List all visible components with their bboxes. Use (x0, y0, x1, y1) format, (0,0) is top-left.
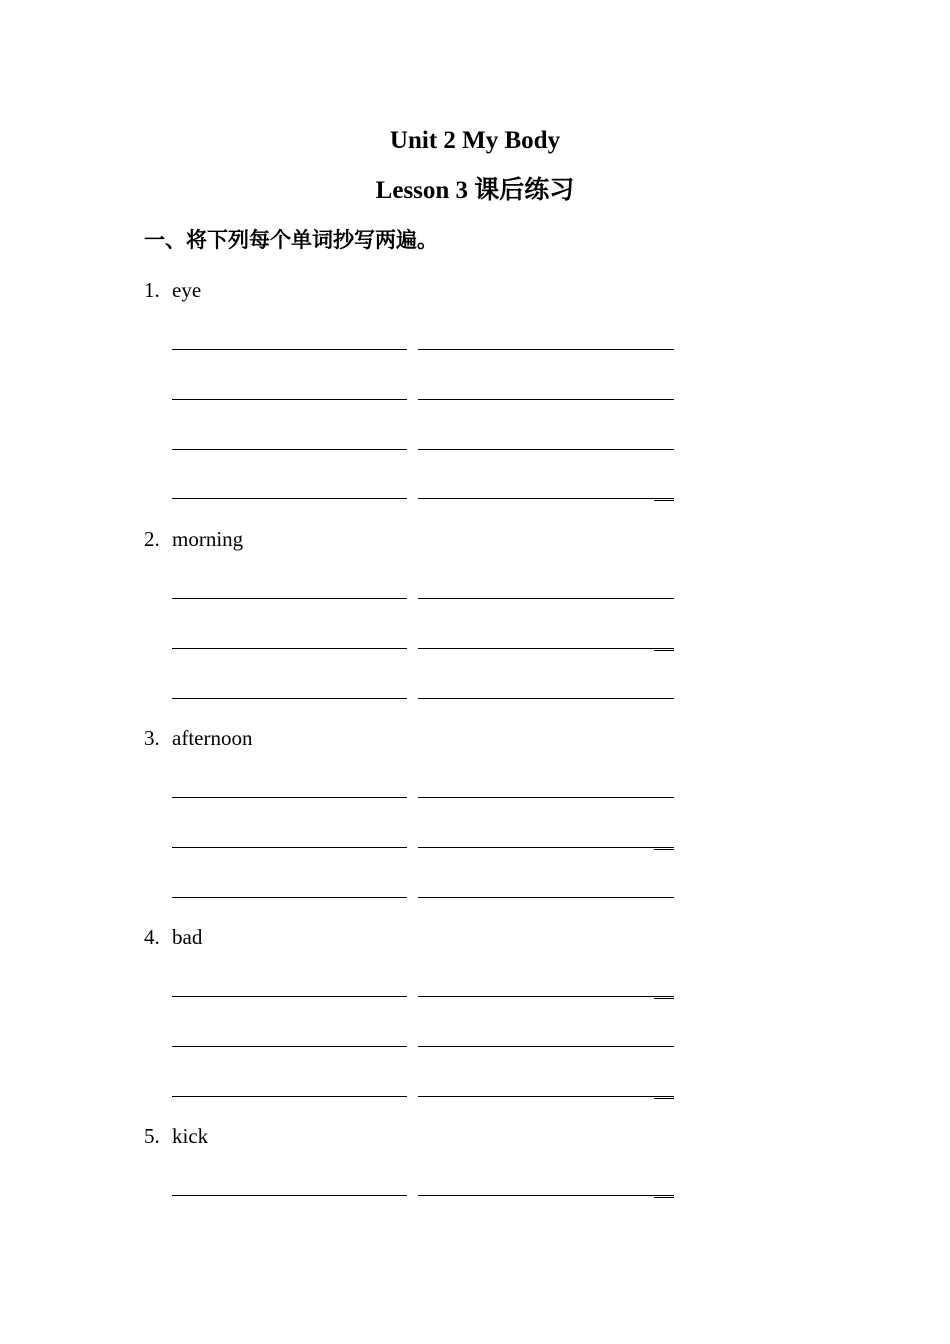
writing-line[interactable] (172, 399, 407, 400)
line-underscore-mark (654, 849, 674, 850)
writing-line[interactable] (418, 349, 674, 350)
line-underscore-mark (654, 1197, 674, 1198)
page-title: Unit 2 My Body (389, 127, 561, 154)
writing-line[interactable] (172, 349, 407, 350)
writing-line[interactable] (418, 399, 674, 400)
writing-line[interactable] (172, 449, 407, 450)
writing-line[interactable] (418, 449, 674, 450)
writing-line[interactable] (172, 1195, 407, 1196)
word-item-3 (144, 724, 252, 752)
writing-line[interactable] (172, 847, 407, 848)
writing-line[interactable] (172, 797, 407, 798)
line-underscore-mark (654, 998, 674, 999)
item-word: eye (172, 278, 202, 302)
writing-line[interactable] (418, 1096, 674, 1097)
writing-line[interactable] (172, 698, 407, 699)
item-number: 4. (144, 925, 160, 949)
line-underscore-mark (654, 1098, 674, 1099)
writing-line[interactable] (172, 897, 407, 898)
line-underscore-mark (654, 650, 674, 651)
writing-line[interactable] (172, 598, 407, 599)
writing-line[interactable] (418, 797, 674, 798)
writing-line[interactable] (418, 1046, 674, 1047)
word-item-1 (144, 276, 201, 304)
item-number: 3. (144, 726, 160, 750)
item-word: kick (172, 1124, 209, 1148)
writing-line[interactable] (418, 1195, 674, 1196)
word-item-5 (144, 1122, 208, 1150)
writing-line[interactable] (418, 847, 674, 848)
writing-line[interactable] (418, 648, 674, 649)
writing-line[interactable] (172, 996, 407, 997)
item-word: afternoon (172, 726, 253, 750)
writing-line[interactable] (172, 1096, 407, 1097)
writing-line[interactable] (418, 598, 674, 599)
item-word: morning (172, 527, 244, 551)
word-item-4 (144, 923, 202, 951)
line-underscore-mark (654, 500, 674, 501)
item-number: 5. (144, 1124, 160, 1148)
writing-line[interactable] (418, 897, 674, 898)
writing-line[interactable] (418, 996, 674, 997)
word-item-2 (144, 525, 243, 553)
writing-line[interactable] (418, 498, 674, 499)
writing-line[interactable] (418, 698, 674, 699)
item-word: bad (172, 925, 203, 949)
section-heading: 一、将下列每个单词抄写两遍。 (144, 228, 438, 252)
writing-line[interactable] (172, 648, 407, 649)
writing-line[interactable] (172, 498, 407, 499)
writing-line[interactable] (172, 1046, 407, 1047)
item-number: 1. (144, 278, 160, 302)
item-number: 2. (144, 527, 160, 551)
lesson-subtitle: Lesson 3 课后练习 (375, 177, 575, 204)
